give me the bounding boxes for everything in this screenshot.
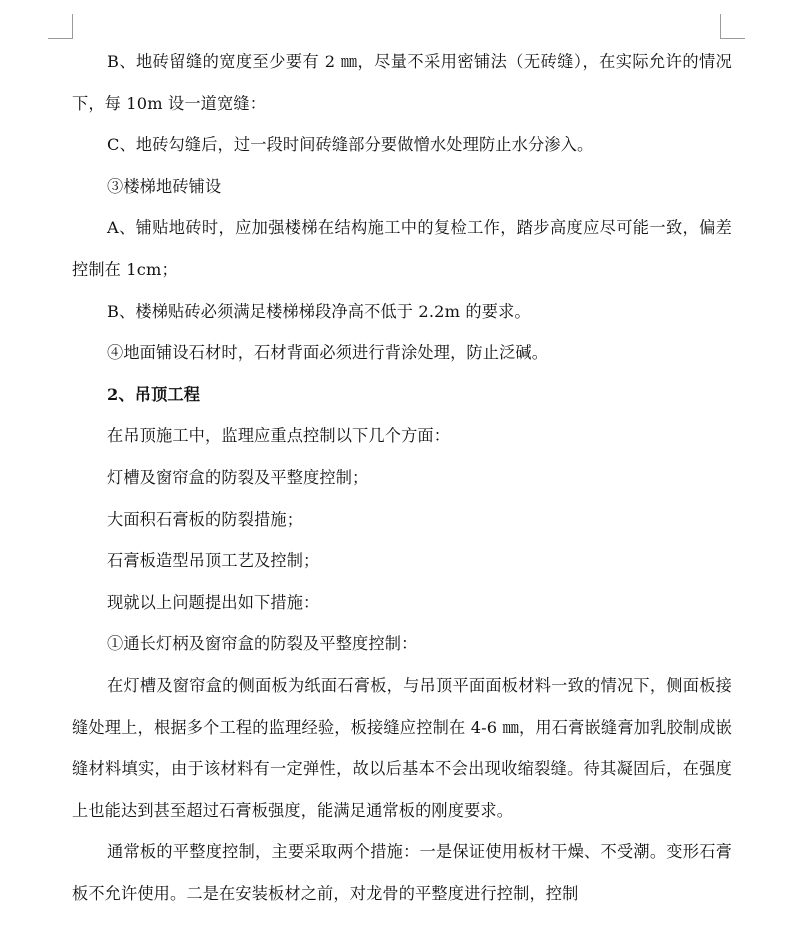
paragraph-ceiling-control-item-2: 大面积石膏板的防裂措施； bbox=[107, 509, 304, 529]
paragraph-a-stair-tile: A、铺贴地砖时，应加强楼梯在结构施工中的复检工作，踏步高度应尽可能一致，偏差控制在 1cm； bbox=[72, 218, 732, 279]
paragraph-stair-tile-heading: ③楼梯地砖铺设 bbox=[107, 176, 222, 196]
top-left-crop-mark bbox=[48, 14, 73, 39]
document-body bbox=[72, 41, 732, 914]
paragraph-b-tile-gap: B、地砖留缝的宽度至少要有 2 ㎜，尽量不采用密铺法（无砖缝），在实际允许的情况下，每 10m 设一道宽缝： bbox=[72, 52, 732, 113]
paragraph-light-trough-details: 在灯槽及窗帘盒的侧面板为纸面石膏板，与吊顶平面面板材料一致的情况下，侧面板接缝处理上，根据多个工程的监理经验，板接缝应控制在 4-6 ㎜，用石膏嵌缝膏加乳胶制成嵌缝材料填实，由于该材料有一定弹性，故以后基本不会出现收缩裂缝。待其凝固后，在强度上也能达到甚至超过石膏板强度，能满足通常板的刚度要求。 bbox=[72, 675, 732, 820]
paragraph-flatness-control: 通常板的平整度控制，主要采取两个措施：一是保证使用板材干燥、不受潮。变形石膏板不允许使用。二是在安装板材之前，对龙骨的平整度进行控制，控制 bbox=[72, 842, 732, 903]
top-right-crop-mark bbox=[720, 14, 745, 39]
paragraph-measures-intro: 现就以上问题提出如下措施： bbox=[107, 592, 320, 612]
section-heading-ceiling: 2、吊顶工程 bbox=[107, 384, 201, 404]
paragraph-stone-back-coating: ④地面铺设石材时，石材背面必须进行背涂处理，防止泛碱。 bbox=[107, 343, 549, 363]
paragraph-ceiling-control-intro: 在吊顶施工中，监理应重点控制以下几个方面： bbox=[107, 426, 451, 446]
paragraph-ceiling-control-item-3: 石膏板造型吊顶工艺及控制； bbox=[107, 551, 320, 571]
paragraph-c-grout: C、地砖勾缝后，过一段时间砖缝部分要做憎水处理防止水分渗入。 bbox=[107, 135, 594, 155]
paragraph-light-trough-heading: ①通长灯柄及窗帘盒的防裂及平整度控制： bbox=[107, 634, 418, 654]
paragraph-b-stair-height: B、楼梯贴砖必须满足楼梯梯段净高不低于 2.2m 的要求。 bbox=[107, 301, 531, 321]
paragraph-ceiling-control-item-1: 灯槽及窗帘盒的防裂及平整度控制； bbox=[107, 467, 369, 487]
